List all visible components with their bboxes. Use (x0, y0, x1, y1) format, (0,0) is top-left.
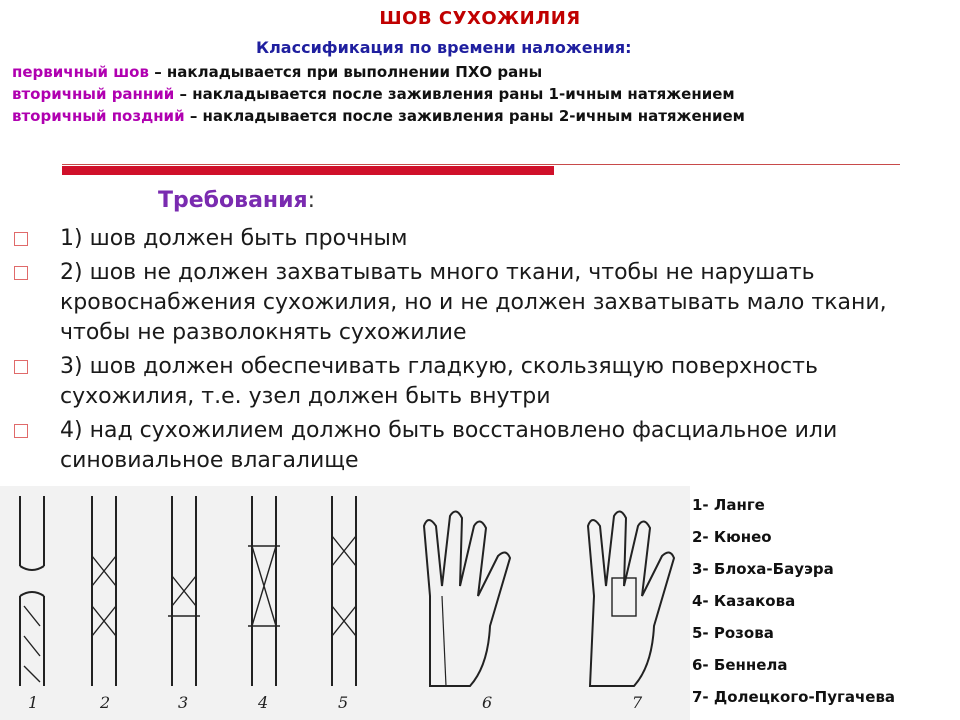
legend-item: 3- Блоха-Бауэра (692, 560, 834, 578)
suture-methods-legend (692, 494, 895, 718)
classification-description: – накладывается при выполнении ПХО раны (148, 63, 543, 81)
classification-subtitle: Классификация по времени наложения: (256, 38, 632, 57)
classification-term: первичный шов (12, 63, 149, 81)
legend-item: 4- Казакова (692, 592, 796, 610)
divider-thin (62, 164, 900, 165)
classification-item-primary (12, 63, 542, 81)
figure-label: 4 (258, 693, 269, 712)
classification-term: вторичный ранний (12, 85, 175, 103)
requirement-text: 3) шов должен обеспечивать гладкую, скользящую поверхность сухожилия, т.е. узел должен быть внутри (60, 354, 818, 409)
legend-item: 7- Долецкого-Пугачева (692, 688, 896, 706)
classification-term: вторичный поздний (12, 107, 185, 125)
requirement-item (14, 258, 944, 348)
requirement-item (14, 416, 944, 476)
figure-label: 2 (100, 693, 111, 712)
requirements-heading (158, 188, 315, 213)
classification-description: – накладывается после заживления раны 1-ичным натяжением (174, 85, 735, 103)
legend-item: 6- Беннела (692, 656, 788, 674)
tendon-suture-illustration (0, 486, 690, 720)
classification-item-secondary-late (12, 107, 745, 125)
square-outline-icon (14, 360, 28, 374)
requirements-heading-text: Требования (158, 188, 308, 213)
square-outline-icon (14, 424, 28, 438)
figure-label: 1 (28, 693, 39, 712)
legend-item: 2- Кюнео (692, 528, 772, 546)
slide-title: ШОВ СУХОЖИЛИЯ (379, 8, 581, 29)
divider-accent (62, 166, 554, 175)
classification-item-secondary-early (12, 85, 735, 103)
figure-label: 3 (178, 693, 189, 712)
figure-label: 6 (482, 693, 493, 712)
requirement-text: 1) шов должен быть прочным (60, 226, 408, 251)
requirement-item (14, 224, 944, 254)
requirement-text: 2) шов не должен захватывать много ткани, чтобы не нарушать кровоснабжения сухожилия, но и не должен захватывать мало ткани, чтобы не разволокнять сухожилие (60, 260, 887, 345)
figure-label: 5 (338, 693, 349, 712)
figure-label: 7 (632, 693, 643, 712)
square-outline-icon (14, 232, 28, 246)
requirement-item (14, 352, 944, 412)
classification-description: – накладывается после заживления раны 2-ичным натяжением (184, 107, 745, 125)
requirements-heading-colon: : (307, 188, 316, 213)
requirement-text: 4) над сухожилием должно быть восстановлено фасциальное или синовиальное влагалище (60, 418, 838, 473)
square-outline-icon (14, 266, 28, 280)
legend-item: 5- Розова (692, 624, 774, 642)
legend-item: 1- Ланге (692, 496, 765, 514)
requirements-list (14, 224, 944, 480)
